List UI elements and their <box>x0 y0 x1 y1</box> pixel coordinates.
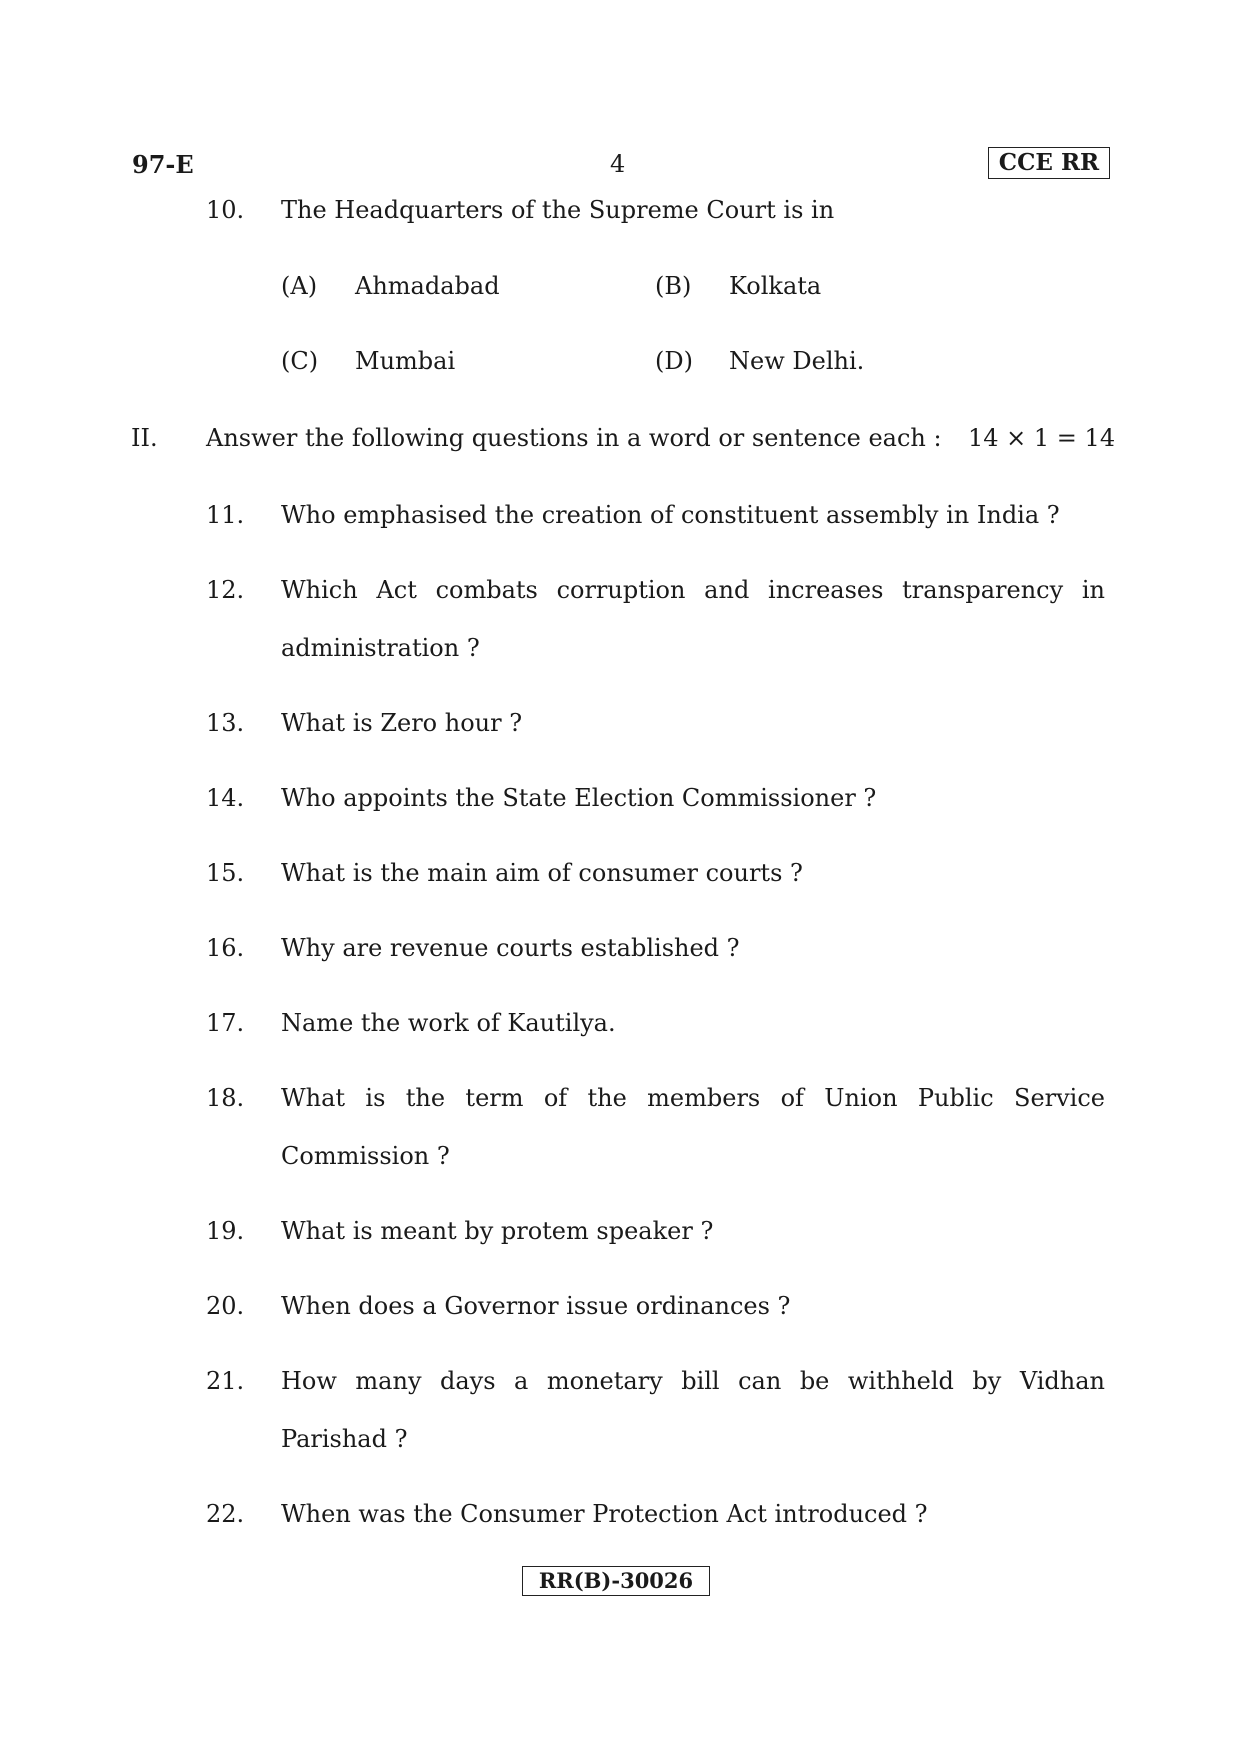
question-number: 12. <box>206 576 245 604</box>
question-text-continued: Commission ? <box>281 1142 450 1170</box>
question-text: What is the main aim of consumer courts ? <box>281 859 803 887</box>
question-text: What is meant by protem speaker ? <box>281 1217 714 1245</box>
question-text-continued: administration ? <box>281 634 480 662</box>
footer-code-box: RR(B)-30026 <box>522 1566 710 1596</box>
section-marks: 14 × 1 = 14 <box>968 424 1116 452</box>
question-text: When was the Consumer Protection Act introduced ? <box>281 1500 928 1528</box>
question-text: What is the term of the members of Union Public Service <box>281 1084 1105 1112</box>
question-text-continued: Parishad ? <box>281 1425 408 1453</box>
question-text: Why are revenue courts established ? <box>281 934 740 962</box>
series-code-box: CCE RR <box>988 147 1110 179</box>
option-label-b: (B) <box>655 272 692 300</box>
question-number: 22. <box>206 1500 245 1528</box>
option-label-d: (D) <box>655 347 693 375</box>
question-number: 16. <box>206 934 245 962</box>
question-number: 18. <box>206 1084 245 1112</box>
question-text: Which Act combats corruption and increases transparency in <box>281 576 1105 604</box>
question-text: Who emphasised the creation of constituent assembly in India ? <box>281 501 1060 529</box>
question-number: 14. <box>206 784 245 812</box>
question-text: Who appoints the State Election Commissioner ? <box>281 784 877 812</box>
option-text-c: Mumbai <box>355 347 456 375</box>
option-text-a: Ahmadabad <box>355 272 500 300</box>
option-label-a: (A) <box>281 272 318 300</box>
question-number: 21. <box>206 1367 245 1395</box>
question-text: Name the work of Kautilya. <box>281 1009 616 1037</box>
question-number: 11. <box>206 501 245 529</box>
question-number: 15. <box>206 859 245 887</box>
question-number: 19. <box>206 1217 245 1245</box>
question-number: 20. <box>206 1292 245 1320</box>
paper-code: 97-E <box>132 150 194 179</box>
option-text-b: Kolkata <box>729 272 822 300</box>
question-text: When does a Governor issue ordinances ? <box>281 1292 791 1320</box>
question-text: How many days a monetary bill can be withheld by Vidhan <box>281 1367 1105 1395</box>
section-numeral: II. <box>131 424 158 452</box>
question-text: The Headquarters of the Supreme Court is in <box>281 196 835 224</box>
question-number: 10. <box>206 196 245 224</box>
question-number: 13. <box>206 709 245 737</box>
question-number: 17. <box>206 1009 245 1037</box>
option-text-d: New Delhi. <box>729 347 865 375</box>
question-text: What is Zero hour ? <box>281 709 523 737</box>
option-label-c: (C) <box>281 347 319 375</box>
page-number: 4 <box>610 150 626 178</box>
section-instruction: Answer the following questions in a word or sentence each : <box>206 424 942 452</box>
